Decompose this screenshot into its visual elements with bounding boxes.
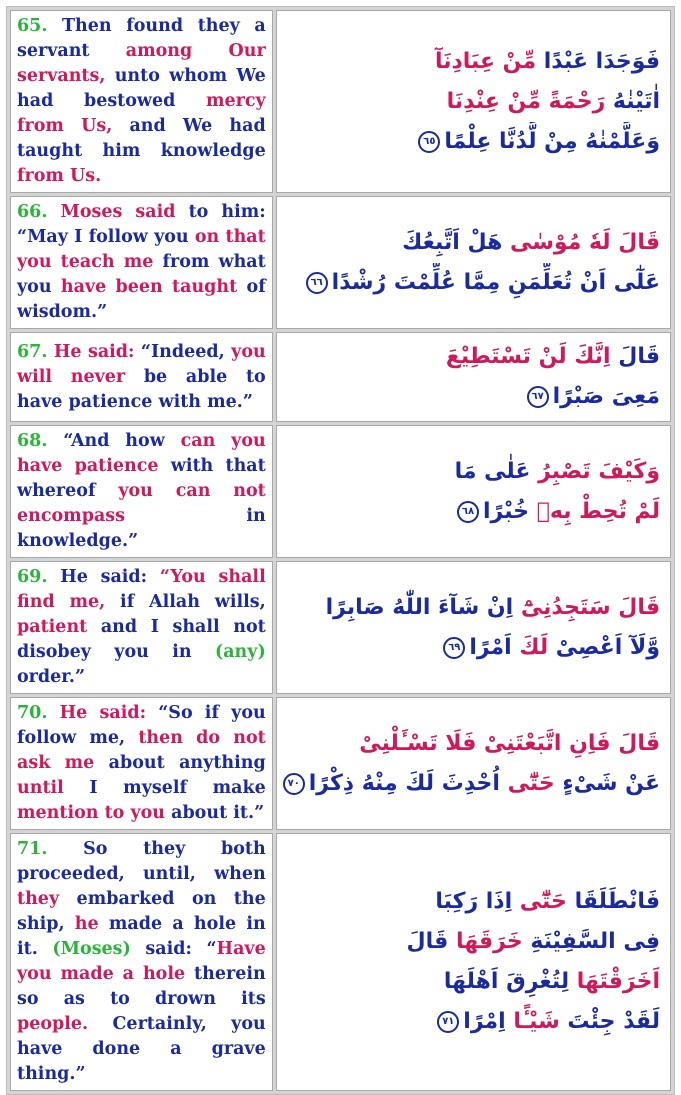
ayah-end-marker-icon: ٧١: [437, 1011, 459, 1033]
verse-text-segment: if Allah wills,: [120, 592, 266, 612]
verse-number: 65.: [17, 16, 63, 36]
verse-text-segment: you will never: [17, 341, 266, 387]
verse-number: 66.: [17, 202, 61, 222]
arabic-segment: اُحْدِثَ لَكَ مِنْهُ ذِكْرًا: [308, 770, 500, 796]
verse-number: 67.: [17, 341, 54, 362]
verse-english: [10, 561, 273, 694]
arabic-segment: اَمْرًا: [469, 634, 512, 660]
arabic-segment: اٰتَيْنٰهُ: [605, 88, 660, 114]
verse-arabic: [276, 332, 671, 422]
arabic-segment: حَتّٰٓى: [512, 889, 575, 914]
arabic-segment: عَنْ شَىْءٍ: [554, 770, 660, 796]
ayah-end-marker-icon: ٦٨: [457, 501, 479, 523]
arabic-segment: قَالَ سَتَجِدُنِىْٓ: [513, 594, 660, 620]
arabic-segment: وَّلَآ اَعْصِىْ: [548, 634, 660, 660]
verse-text-segment: made a hole in it.: [17, 914, 266, 959]
verse-text-segment: “Indeed,: [134, 341, 232, 362]
verse-text-segment: he: [74, 914, 99, 934]
verse-text-segment: mercy from Us,: [17, 91, 266, 136]
arabic-segment: فِى السَّفِيْنَةِ: [522, 929, 660, 954]
verse-row: [10, 10, 671, 193]
verse-table-body: [10, 10, 671, 1091]
verse-english: [10, 697, 273, 830]
verse-row: [10, 697, 671, 830]
arabic-line: [283, 922, 660, 962]
verse-text-segment: in knowledge.”: [17, 506, 266, 551]
arabic-line: [283, 962, 660, 1002]
verse-text-segment: unto whom We had bestowed: [17, 66, 266, 111]
arabic-line: [283, 724, 660, 764]
verse-text-segment: until: [17, 778, 64, 798]
arabic-segment: شَيْـًٔا: [505, 1009, 560, 1034]
arabic-segment: قَالَ فَاِنِ اتَّبَعْتَنِىْ: [476, 730, 660, 756]
verse-arabic: [276, 10, 671, 193]
verse-text-segment: (any): [214, 642, 266, 662]
verse-text-segment: about it.”: [165, 803, 265, 823]
ayah-end-marker-icon: ٧٠: [283, 773, 305, 795]
verse-text-segment: So they both proceeded, until, when: [17, 839, 266, 884]
verse-text-segment: have been taught: [60, 277, 238, 297]
verse-arabic: [276, 697, 671, 830]
verse-row: [10, 425, 671, 558]
verse-text-segment: to him: “May I follow you: [17, 202, 266, 247]
verse-english: [10, 10, 273, 193]
arabic-segment: قَالَ: [610, 344, 660, 369]
arabic-line: [283, 377, 660, 417]
verse-text-segment: from Us.: [17, 166, 102, 186]
arabic-segment: رَحْمَةً مِّنْ عِنْدِنَا: [446, 88, 606, 114]
verse-text-segment: on that you teach me: [17, 227, 266, 272]
verse-text-segment: “So if you follow me,: [17, 703, 266, 748]
verse-text-segment: (Moses): [52, 939, 131, 959]
verse-text-segment: of wisdom.”: [17, 277, 266, 322]
verse-english: [10, 425, 273, 558]
verse-text-segment: said: “: [130, 939, 217, 959]
arabic-segment: مَعِىَ صَبْرًا: [552, 384, 660, 409]
verse-text-segment: can you have patience: [17, 431, 266, 476]
arabic-segment: خَرَقَهَا: [455, 929, 523, 954]
verse-text-segment: from what you: [17, 252, 266, 297]
verse-text-segment: He said:: [60, 567, 148, 587]
verse-text-segment: with me.”: [158, 391, 253, 412]
arabic-line: [283, 1002, 660, 1042]
arabic-segment: حَتّٰٓى: [499, 770, 555, 796]
verse-text-segment: embarked on the ship,: [17, 889, 266, 934]
verse-text-segment: people.: [17, 1014, 89, 1034]
arabic-segment: وَكَيْفَ تَصْبِرُ: [530, 458, 660, 484]
verse-text-segment: order.”: [17, 667, 86, 687]
arabic-segment: اِذَا رَكِبَا: [435, 889, 513, 914]
arabic-line: [283, 223, 660, 263]
verse-row: [10, 332, 671, 422]
verse-number: 71.: [17, 839, 84, 859]
arabic-segment: عَلٰٓى اَنْ تُعَلِّمَنِ مِمَّا عُلِّمْتَ رُشْدًا: [331, 269, 660, 295]
verse-text-segment: they: [17, 889, 60, 909]
verse-text-segment: among Our servants,: [17, 41, 266, 86]
verse-number: 70.: [17, 703, 60, 723]
verse-arabic: [276, 425, 671, 558]
verse-arabic: [276, 833, 671, 1091]
arabic-segment: هَلْ اَتَّبِعُكَ: [402, 229, 503, 255]
verse-row: [10, 561, 671, 694]
arabic-segment: فَلَا تَسْـَٔلْنِىْ: [359, 730, 477, 756]
verse-text-segment: therein so as to drown its: [17, 964, 266, 1009]
verse-text-segment: and We had taught him knowledge: [17, 116, 266, 161]
verse-text-segment: Certainly, you have done a grave thing.”: [17, 1014, 266, 1084]
verse-text-segment: with that whereof: [17, 456, 266, 501]
verse-text-segment: be able to have patience: [17, 366, 266, 412]
ayah-end-marker-icon: ٦٩: [443, 637, 465, 659]
arabic-line: [283, 42, 660, 82]
arabic-segment: خُبْرًا: [482, 498, 530, 524]
arabic-segment: اِمْرًا: [463, 1009, 506, 1034]
verse-english: [10, 196, 273, 329]
arabic-segment: لَقَدْ جِئْتَ: [559, 1009, 660, 1034]
verse-english: [10, 833, 273, 1091]
verse-arabic: [276, 561, 671, 694]
arabic-line: [283, 588, 660, 628]
verse-text-segment: patient: [17, 617, 88, 637]
verse-table: [6, 6, 675, 1095]
arabic-segment: قَالَ لَهٗ مُوْسٰى: [502, 229, 660, 255]
verse-text-segment: “You shall find me,: [17, 567, 266, 612]
arabic-segment: لَكَ: [511, 634, 549, 660]
arabic-segment: قَالَ: [406, 929, 456, 954]
verse-text-segment: He said:: [53, 341, 135, 362]
arabic-line: [283, 628, 660, 668]
verse-text-segment: about anything: [94, 753, 266, 773]
arabic-line: [283, 82, 660, 122]
arabic-segment: اِنْ شَآءَ اللّٰهُ صَابِرًا: [325, 594, 514, 620]
verse-text-segment: I myself make: [63, 778, 266, 798]
verse-number: 69.: [17, 567, 61, 587]
arabic-segment: وَعَلَّمْنٰهُ مِنْ لَّدُنَّا عِلْمًا: [444, 128, 660, 154]
ayah-end-marker-icon: ٦٧: [527, 386, 549, 408]
arabic-segment: فَوَجَدَا عَبْدًا: [536, 48, 660, 74]
verse-number: 68.: [17, 431, 64, 451]
arabic-segment: اِنَّكَ لَنْ تَسْتَطِيْعَ: [445, 344, 611, 369]
ayah-end-marker-icon: ٦٥: [418, 131, 440, 153]
verse-text-segment: Moses said: [60, 202, 176, 222]
arabic-segment: فَانْطَلَقَا: [574, 889, 660, 914]
arabic-line: [283, 452, 660, 492]
verse-text-segment: mention to you: [17, 803, 166, 823]
verse-text-segment: Have you made a hole: [17, 939, 266, 984]
arabic-line: [283, 263, 660, 303]
verse-row: [10, 833, 671, 1091]
ayah-end-marker-icon: ٦٦: [306, 272, 328, 294]
arabic-line: [283, 122, 660, 162]
verse-text-segment: Then found they a servant: [17, 16, 266, 61]
verse-arabic: [276, 196, 671, 329]
verse-text-segment: He said:: [59, 703, 147, 723]
arabic-segment: مِّنْ عِبَادِنَآ: [434, 48, 537, 74]
arabic-line: [283, 337, 660, 377]
verse-english: [10, 332, 273, 422]
verse-text-segment: then do not ask me: [17, 728, 266, 773]
arabic-line: [283, 882, 660, 922]
verse-text-segment: “And how: [63, 431, 181, 451]
arabic-line: [283, 492, 660, 532]
verse-row: [10, 196, 671, 329]
arabic-segment: اَخَرَقْتَهَا: [569, 969, 660, 994]
arabic-segment: لَمْ تُحِطْ بِهٖ: [529, 498, 660, 524]
verse-text-segment: you can not encompass: [17, 481, 266, 526]
arabic-line: [283, 764, 660, 804]
arabic-segment: لِتُغْرِقَ اَهْلَهَا: [443, 969, 570, 994]
verse-text-segment: and I shall not disobey you in: [17, 617, 266, 662]
arabic-segment: عَلٰى مَا: [454, 458, 531, 484]
